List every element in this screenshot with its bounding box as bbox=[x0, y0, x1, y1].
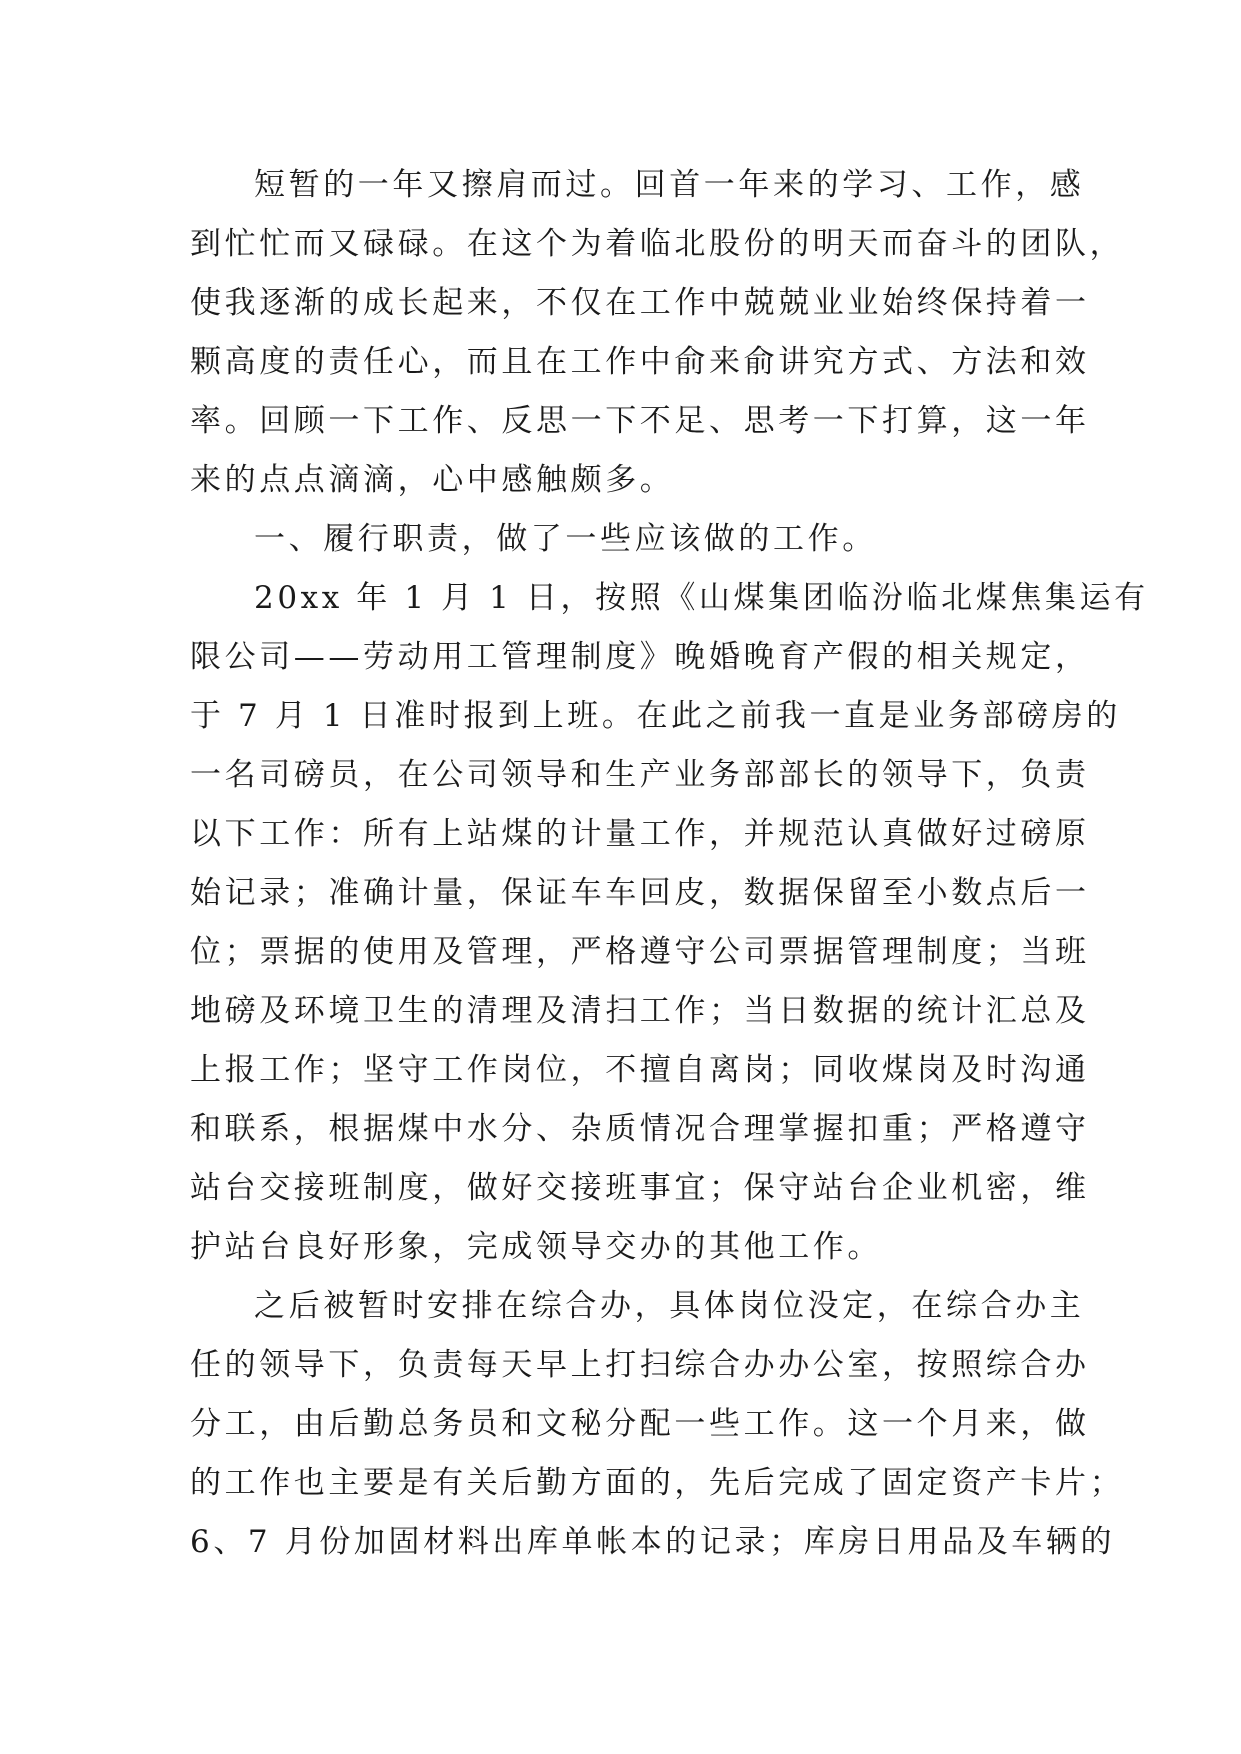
paragraph-line: 到忙忙而又碌碌。在这个为着临北股份的明天而奋斗的团队， bbox=[190, 226, 1125, 262]
paragraph-line: 限公司——劳动用工管理制度》晚婚晚育产假的相关规定， bbox=[190, 639, 1090, 675]
paragraph-line: 来的点点滴滴，心中感触颇多。 bbox=[190, 462, 675, 498]
paragraph-line: 站台交接班制度，做好交接班事宜；保守站台企业机密，维 bbox=[190, 1170, 1090, 1206]
paragraph-line: 的工作也主要是有关后勤方面的，先后完成了固定资产卡片； bbox=[190, 1465, 1125, 1501]
paragraph-line: 之后被暂时安排在综合办，具体岗位没定，在综合办主 bbox=[254, 1288, 1085, 1324]
paragraph-line: 20xx 年 1 月 1 日，按照《山煤集团临汾临北煤焦集运有 bbox=[254, 580, 1149, 616]
body-text bbox=[190, 156, 1149, 1572]
section-heading: 一、履行职责，做了一些应该做的工作。 bbox=[254, 521, 877, 557]
paragraph-line: 护站台良好形象，完成领导交办的其他工作。 bbox=[190, 1229, 882, 1265]
paragraph-line: 使我逐渐的成长起来，不仅在工作中兢兢业业始终保持着一 bbox=[190, 285, 1090, 321]
paragraph-line: 任的领导下，负责每天早上打扫综合办办公室，按照综合办 bbox=[190, 1347, 1090, 1383]
paragraph-line: 一名司磅员，在公司领导和生产业务部部长的领导下，负责 bbox=[190, 757, 1090, 793]
paragraph-line: 始记录；准确计量，保证车车回皮，数据保留至小数点后一 bbox=[190, 875, 1090, 911]
paragraph-line: 6、7 月份加固材料出库单帐本的记录；库房日用品及车辆的 bbox=[190, 1524, 1116, 1560]
paragraph-line: 位；票据的使用及管理，严格遵守公司票据管理制度；当班 bbox=[190, 934, 1090, 970]
paragraph-line: 和联系，根据煤中水分、杂质情况合理掌握扣重；严格遵守 bbox=[190, 1111, 1090, 1147]
paragraph-line: 短暂的一年又擦肩而过。回首一年来的学习、工作，感 bbox=[254, 167, 1085, 203]
paragraph-line: 颗高度的责任心，而且在工作中俞来俞讲究方式、方法和效 bbox=[190, 344, 1090, 380]
paragraph-line: 分工，由后勤总务员和文秘分配一些工作。这一个月来，做 bbox=[190, 1406, 1090, 1442]
paragraph-line: 地磅及环境卫生的清理及清扫工作；当日数据的统计汇总及 bbox=[190, 993, 1090, 1029]
paragraph-line: 以下工作：所有上站煤的计量工作，并规范认真做好过磅原 bbox=[190, 816, 1090, 852]
paragraph-line: 率。回顾一下工作、反思一下不足、思考一下打算，这一年 bbox=[190, 403, 1090, 439]
paragraph-line: 上报工作；坚守工作岗位，不擅自离岗；同收煤岗及时沟通 bbox=[190, 1052, 1090, 1088]
paragraph-line: 于 7 月 1 日准时报到上班。在此之前我一直是业务部磅房的 bbox=[190, 698, 1121, 734]
